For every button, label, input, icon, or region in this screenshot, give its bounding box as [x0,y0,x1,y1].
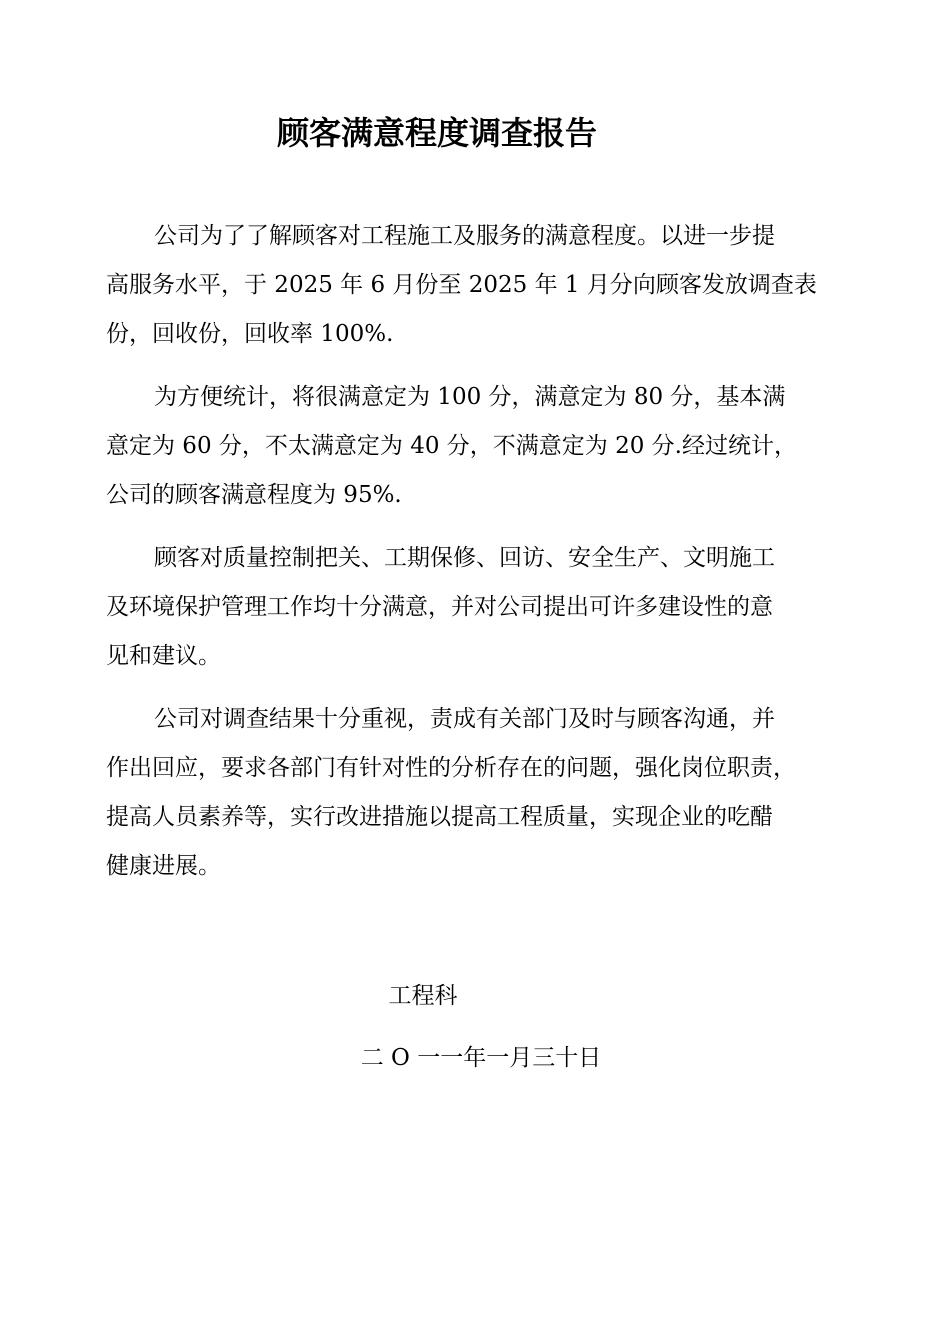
paragraph-survey-intro [106,212,846,359]
document-body [106,212,846,905]
paragraph-line: 公司为了了解顾客对工程施工及服务的满意程度。以进一步提 [154,223,775,249]
paragraph-line: 公司对调查结果十分重视，责成有关部门及时与顾客沟通，并 [154,706,775,732]
document-title: 顾客满意程度调查报告 [276,114,597,153]
signature-department: 工程科 [388,983,458,1009]
paragraph-customer-feedback [106,534,846,681]
paragraph-line: 见和建议。 [106,643,221,669]
paragraph-line: 提高人员素养等，实行改进措施以提高工程质量，实现企业的吃醋 [106,804,773,830]
paragraph-line: 及环境保护管理工作均十分满意，并对公司提出可许多建设性的意 [106,594,773,620]
paragraph-line: 意定为 60 分，不太满意定为 40 分，不满意定为 20 分.经过统计， [106,433,797,459]
paragraph-line: 份，回收份，回收率 100%. [106,321,394,347]
paragraph-line: 作出回应，要求各部门有针对性的分析存在的问题，强化岗位职责， [106,755,796,781]
paragraph-follow-up-actions [106,695,846,891]
paragraph-line: 顾客对质量控制把关、工期保修、回访、安全生产、文明施工 [154,545,775,571]
paragraph-scoring-method [106,373,846,520]
signature-date: 二 O 一一年一月三十日 [360,1045,602,1071]
paragraph-line: 为方便统计，将很满意定为 100 分，满意定为 80 分，基本满 [154,384,786,410]
paragraph-line: 公司的顾客满意程度为 95%. [106,482,402,508]
paragraph-line: 健康进展。 [106,853,221,879]
paragraph-line: 高服务水平，于 2025 年 6 月份至 2025 年 1 月分向顾客发放调查表 [106,272,817,298]
